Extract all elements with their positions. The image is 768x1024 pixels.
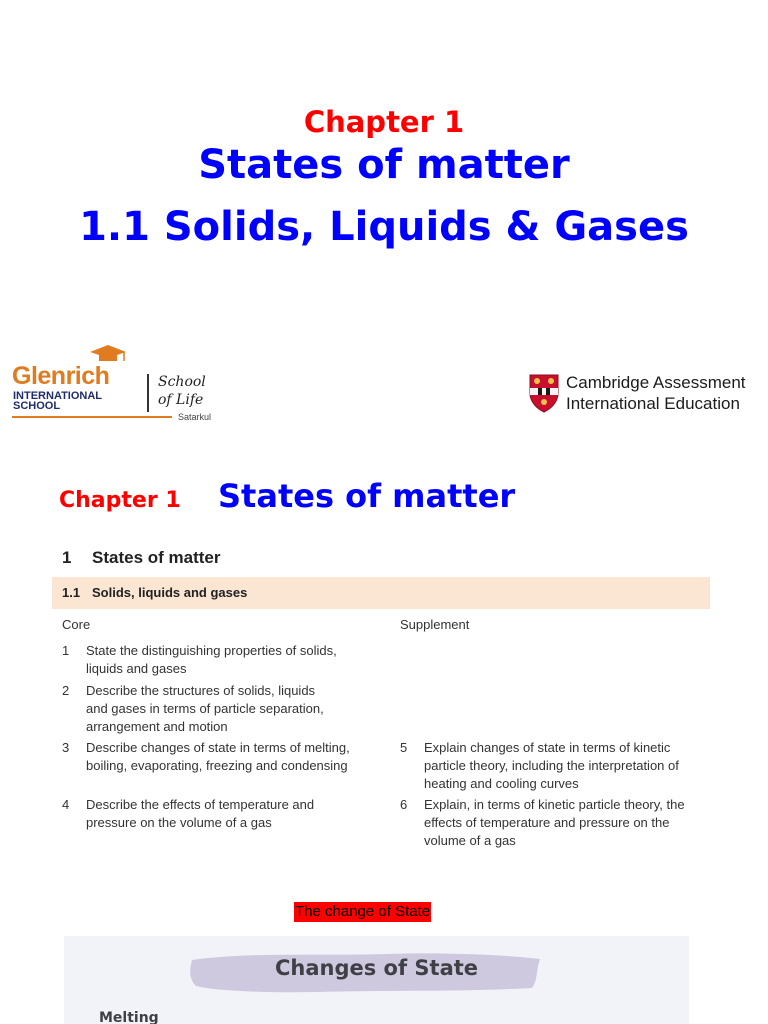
subsection-heading [62,585,247,600]
melting-label: Melting [99,1010,159,1024]
supplement-item [400,739,710,793]
item-line: heating and cooling curves [424,776,579,791]
section-name: States of matter [92,548,221,567]
section-title: 1.1 Solids, Liquids & Gases [79,204,689,250]
item-line: arrangement and motion [86,719,228,734]
topic-title: States of matter [198,142,570,188]
glenrich-logo [12,342,240,426]
logo-divider [147,374,149,412]
cambridge-logo [528,372,764,416]
cambridge-shield-icon [528,373,560,413]
item-number: 5 [400,740,408,755]
school-of-life-tagline [158,373,206,409]
item-number: 1 [62,643,70,658]
campus-name: Satarkul [178,412,212,422]
item-line: Explain, in terms of kinetic particle theory, the [424,797,685,812]
item-text [86,642,337,678]
item-line: volume of a gas [424,833,516,848]
change-of-state-label: The change of State [295,903,431,920]
item-line: Describe the structures of solids, liquids [86,683,316,698]
item-text [424,796,685,850]
subsection-name: Solids, liquids and gases [92,585,248,600]
item-number: 4 [62,797,70,812]
item-text [86,682,324,736]
item-line: and gases in terms of particle separation, [86,701,324,716]
glenrich-line2: SCHOOL [13,400,61,412]
changes-of-state-title: Changes of State [274,956,479,980]
graduation-cap-icon [88,344,128,364]
item-line: boiling, evaporating, freezing and condensing [86,758,348,773]
cambridge-line2: International Education [566,394,740,413]
core-column-label: Core [62,617,91,632]
item-line: pressure on the volume of a gas [86,815,272,830]
item-number: 6 [400,797,408,812]
item-line: Describe the effects of temperature and [86,797,315,812]
tagline-line1: School [158,374,206,390]
glenrich-underline [12,416,172,418]
supplement-item [400,796,710,850]
tagline-line2: of Life [158,392,204,408]
item-line: Explain changes of state in terms of kinetic [424,740,671,755]
item-line: effects of temperature and pressure on the [424,815,670,830]
item-text [86,739,350,775]
item-number: 3 [62,740,70,755]
changes-of-state-image [64,936,689,1024]
item-text [86,796,314,832]
subsection-number: 1.1 [62,585,81,600]
supplement-column-label: Supplement [400,617,470,632]
syllabus-section-heading [62,548,220,568]
chapter-heading: States of matter [218,477,516,515]
core-item [62,642,382,678]
item-line: Describe changes of state in terms of melting, [86,740,350,755]
core-item [62,682,382,736]
item-text [424,739,679,793]
item-line: particle theory, including the interpretation of [424,758,679,773]
core-item [62,739,382,775]
item-line: liquids and gases [86,661,187,676]
section-number: 1 [62,548,72,567]
glenrich-name: Glenrich [12,362,110,390]
cambridge-line1: Cambridge Assessment [566,373,746,392]
item-number: 2 [62,683,70,698]
item-line: State the distinguishing properties of solids, [86,643,337,658]
core-item [62,796,382,832]
chapter-title: Chapter 1 [303,105,465,139]
syllabus-table [52,546,712,858]
chapter-label: Chapter 1 [59,488,181,513]
glenrich-line1: INTERNATIONAL [13,390,103,402]
